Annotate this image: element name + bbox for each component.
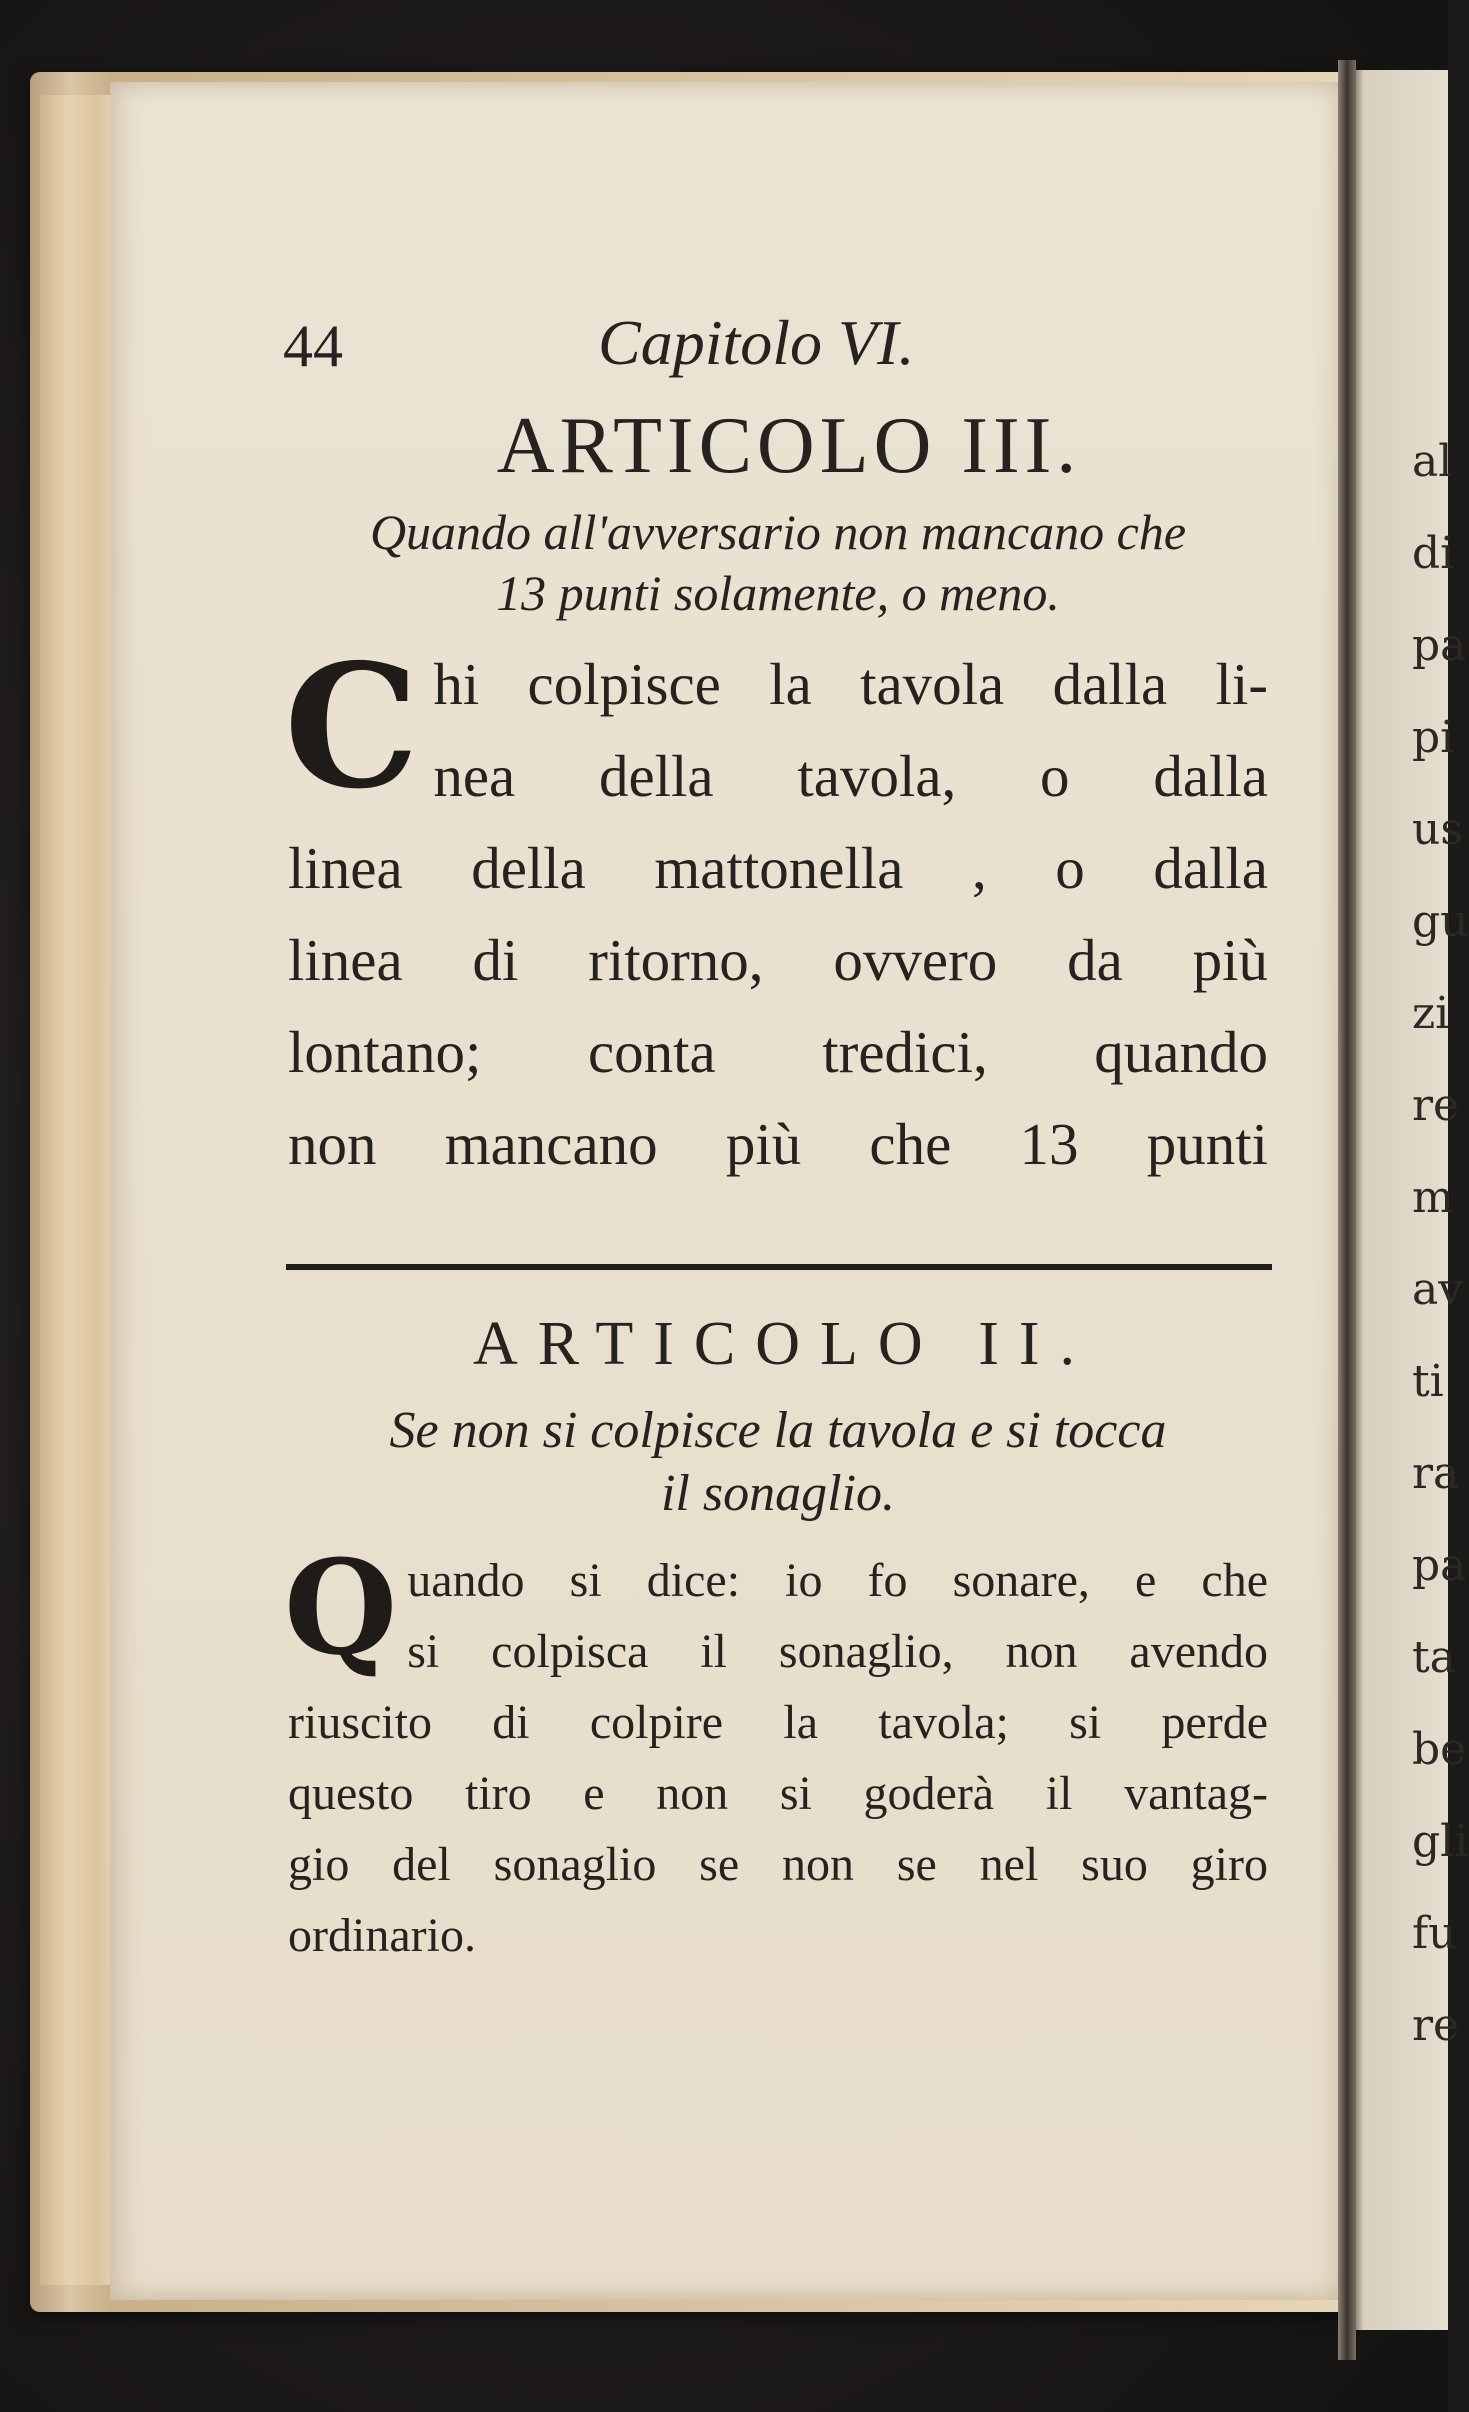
drop-cap: C <box>284 627 420 827</box>
facing-page-fragment: m <box>1412 1172 1454 1223</box>
article-body <box>284 627 1268 1190</box>
facing-page-fragment: pa <box>1412 620 1467 671</box>
text-line: gio del sonaglio se non se nel suo giro <box>288 1837 1268 1891</box>
text-line: questo tiro e non si goderà il vantag- <box>288 1766 1268 1820</box>
text-line: linea della mattonella , o dalla <box>288 835 1268 901</box>
facing-page-fragment: be <box>1412 1724 1467 1775</box>
article-subtitle <box>288 502 1268 624</box>
article-subtitle-line: il sonaglio. <box>660 1464 896 1522</box>
text-line: lontano; conta tredici, quando <box>288 1019 1268 1085</box>
running-title: Capitolo VI. <box>598 307 915 378</box>
article-subtitle-line: Se non si colpisce la tavola e si tocca <box>389 1402 1167 1460</box>
facing-page-fragment: us <box>1412 804 1463 855</box>
text-line: non mancano più che 13 punti <box>288 1111 1268 1177</box>
facing-page-fragment: re <box>1412 2000 1460 2051</box>
article-subtitle <box>288 1400 1268 1525</box>
article-subtitle-line: 13 punti solamente, o meno. <box>496 565 1060 621</box>
facing-page-fragment: fu <box>1412 1908 1457 1959</box>
running-head <box>283 290 1268 380</box>
facing-page-fragment: al <box>1412 436 1453 487</box>
page-number: 44 <box>283 313 343 379</box>
article-body <box>284 1530 1268 1971</box>
facing-page-fragment: gli <box>1412 1816 1469 1867</box>
article-title: ARTICOLO III. <box>496 402 1082 490</box>
article-title: ARTICOLO II. <box>473 1310 1095 1378</box>
facing-page-fragment: pa <box>1412 1540 1467 1591</box>
facing-page-fragment: re <box>1412 1080 1460 1131</box>
facing-page-fragment: gu <box>1412 896 1469 947</box>
text-line: ordinario. <box>288 1908 476 1962</box>
page-left-edge <box>40 95 120 2285</box>
facing-page-fragment: av <box>1412 1264 1464 1315</box>
facing-page-fragment: pi <box>1412 712 1455 763</box>
facing-page-fragment: ta <box>1412 1632 1456 1683</box>
facing-page-fragment: zi <box>1412 988 1450 1039</box>
text-line: riuscito di colpire la tavola; si perde <box>288 1695 1268 1749</box>
facing-page-fragment: ra <box>1412 1448 1460 1499</box>
text-line: uando si dice: io fo sonare, e che <box>407 1553 1268 1607</box>
drop-cap: Q <box>284 1530 398 1684</box>
book-gutter <box>1338 60 1356 2360</box>
page-content <box>283 290 1268 1971</box>
text-line: nea della tavola, o dalla <box>433 743 1268 809</box>
article-subtitle-line: Quando all'avversario non mancano che <box>369 504 1187 560</box>
section-rule <box>286 1264 1272 1270</box>
text-line: linea di ritorno, ovvero da più <box>288 927 1268 993</box>
text-line: hi colpisce la tavola dalla li- <box>433 651 1268 717</box>
facing-page-fragment: ti <box>1412 1356 1444 1407</box>
facing-page-fragment: di <box>1412 528 1455 579</box>
text-line: si colpisca il sonaglio, non avendo <box>407 1624 1268 1678</box>
